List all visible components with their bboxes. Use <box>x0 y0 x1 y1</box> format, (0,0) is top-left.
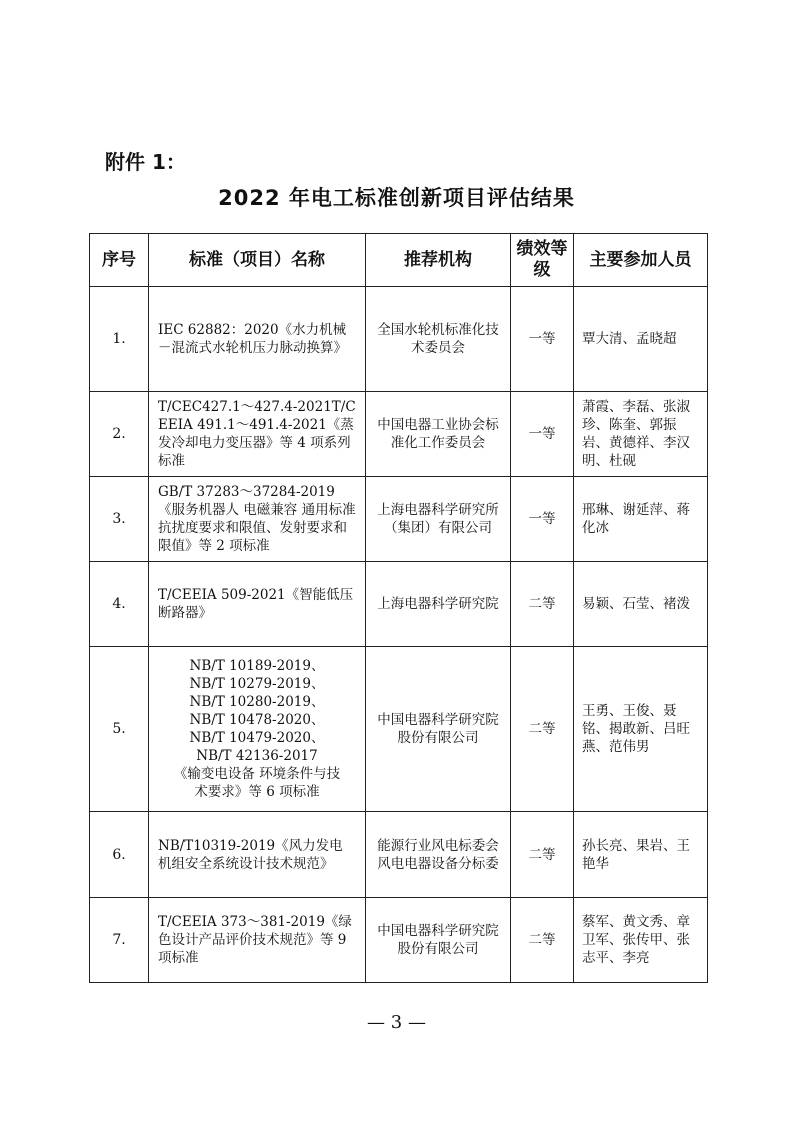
row-name-line: NB/T 10280-2019、 <box>189 694 325 710</box>
header-org: 推荐机构 <box>366 234 511 287</box>
row-people: 覃大清、孟晓超 <box>574 287 708 392</box>
attachment-label: 附件 1： <box>105 150 186 174</box>
row-grade: 一等 <box>511 287 574 392</box>
row-people: 萧霞、李磊、张淑珍、陈奎、郭振岩、黄德祥、李汉明、杜砚 <box>574 392 708 477</box>
table-header-row <box>90 234 708 287</box>
row-num: 3. <box>90 477 149 562</box>
row-name: IEC 62882：2020《水力机械－混流式水轮机压力脉动换算》 <box>149 287 366 392</box>
document-title: 2022 年电工标准创新项目评估结果 <box>218 186 575 210</box>
table-row <box>90 392 708 477</box>
row-org: 全国水轮机标准化技术委员会 <box>366 287 511 392</box>
row-people: 邢琳、谢延萍、蒋化冰 <box>574 477 708 562</box>
table-row <box>90 898 708 983</box>
row-people: 易颖、石莹、褚泼 <box>574 562 708 647</box>
row-grade: 二等 <box>511 812 574 898</box>
row-name-line: NB/T 42136-2017 <box>196 748 318 764</box>
results-table <box>89 233 708 983</box>
row-people: 蔡军、黄文秀、章卫军、张传甲、张志平、李亮 <box>574 898 708 983</box>
page-number: — 3 — <box>367 1012 426 1033</box>
row-name-line: 《输变电设备 环境条件与技 <box>173 766 341 782</box>
table-row <box>90 562 708 647</box>
table-row <box>90 647 708 812</box>
row-name-line: NB/T 10478-2020、 <box>189 712 325 728</box>
header-num: 序号 <box>90 234 149 287</box>
row-people: 孙长亮、果岩、王艳华 <box>574 812 708 898</box>
table-row <box>90 812 708 898</box>
row-org: 中国电器工业协会标准化工作委员会 <box>366 392 511 477</box>
row-org: 能源行业风电标委会风电电器设备分标委 <box>366 812 511 898</box>
row-name: T/CEEIA 509-2021《智能低压断路器》 <box>149 562 366 647</box>
row-grade: 二等 <box>511 647 574 812</box>
row-name-line: NB/T 10479-2020、 <box>189 730 325 746</box>
row-name: T/CEC427.1～427.4-2021T/CEEIA 491.1～491.4-2021《蒸发冷却电力变压器》等 4 项系列标准 <box>149 392 366 477</box>
row-name <box>149 647 366 812</box>
row-name: NB/T10319-2019《风力发电机组安全系统设计技术规范》 <box>149 812 366 898</box>
row-name-line: 术要求》等 6 项标准 <box>194 784 320 800</box>
header-people: 主要参加人员 <box>574 234 708 287</box>
row-name-line: NB/T 10279-2019、 <box>189 676 325 692</box>
row-num: 1. <box>90 287 149 392</box>
row-org: 中国电器科学研究院股份有限公司 <box>366 898 511 983</box>
header-grade: 绩效等级 <box>511 234 574 287</box>
header-name: 标准（项目）名称 <box>149 234 366 287</box>
row-people: 王勇、王俊、聂铭、揭敢新、吕旺燕、范伟男 <box>574 647 708 812</box>
table-row <box>90 287 708 392</box>
row-grade: 一等 <box>511 392 574 477</box>
table-row <box>90 477 708 562</box>
row-num: 7. <box>90 898 149 983</box>
row-grade: 二等 <box>511 562 574 647</box>
row-num: 6. <box>90 812 149 898</box>
row-org: 上海电器科学研究院 <box>366 562 511 647</box>
row-num: 4. <box>90 562 149 647</box>
row-name-line: NB/T 10189-2019、 <box>189 658 325 674</box>
row-num: 2. <box>90 392 149 477</box>
row-org: 上海电器科学研究所（集团）有限公司 <box>366 477 511 562</box>
row-grade: 二等 <box>511 898 574 983</box>
row-org: 中国电器科学研究院股份有限公司 <box>366 647 511 812</box>
row-name: T/CEEIA 373～381-2019《绿色设计产品评价技术规范》等 9 项标准 <box>149 898 366 983</box>
row-grade: 一等 <box>511 477 574 562</box>
row-num: 5. <box>90 647 149 812</box>
row-name: GB/T 37283～37284-2019《服务机器人 电磁兼容 通用标准 抗扰度要求和限值、发射要求和限值》等 2 项标准 <box>149 477 366 562</box>
